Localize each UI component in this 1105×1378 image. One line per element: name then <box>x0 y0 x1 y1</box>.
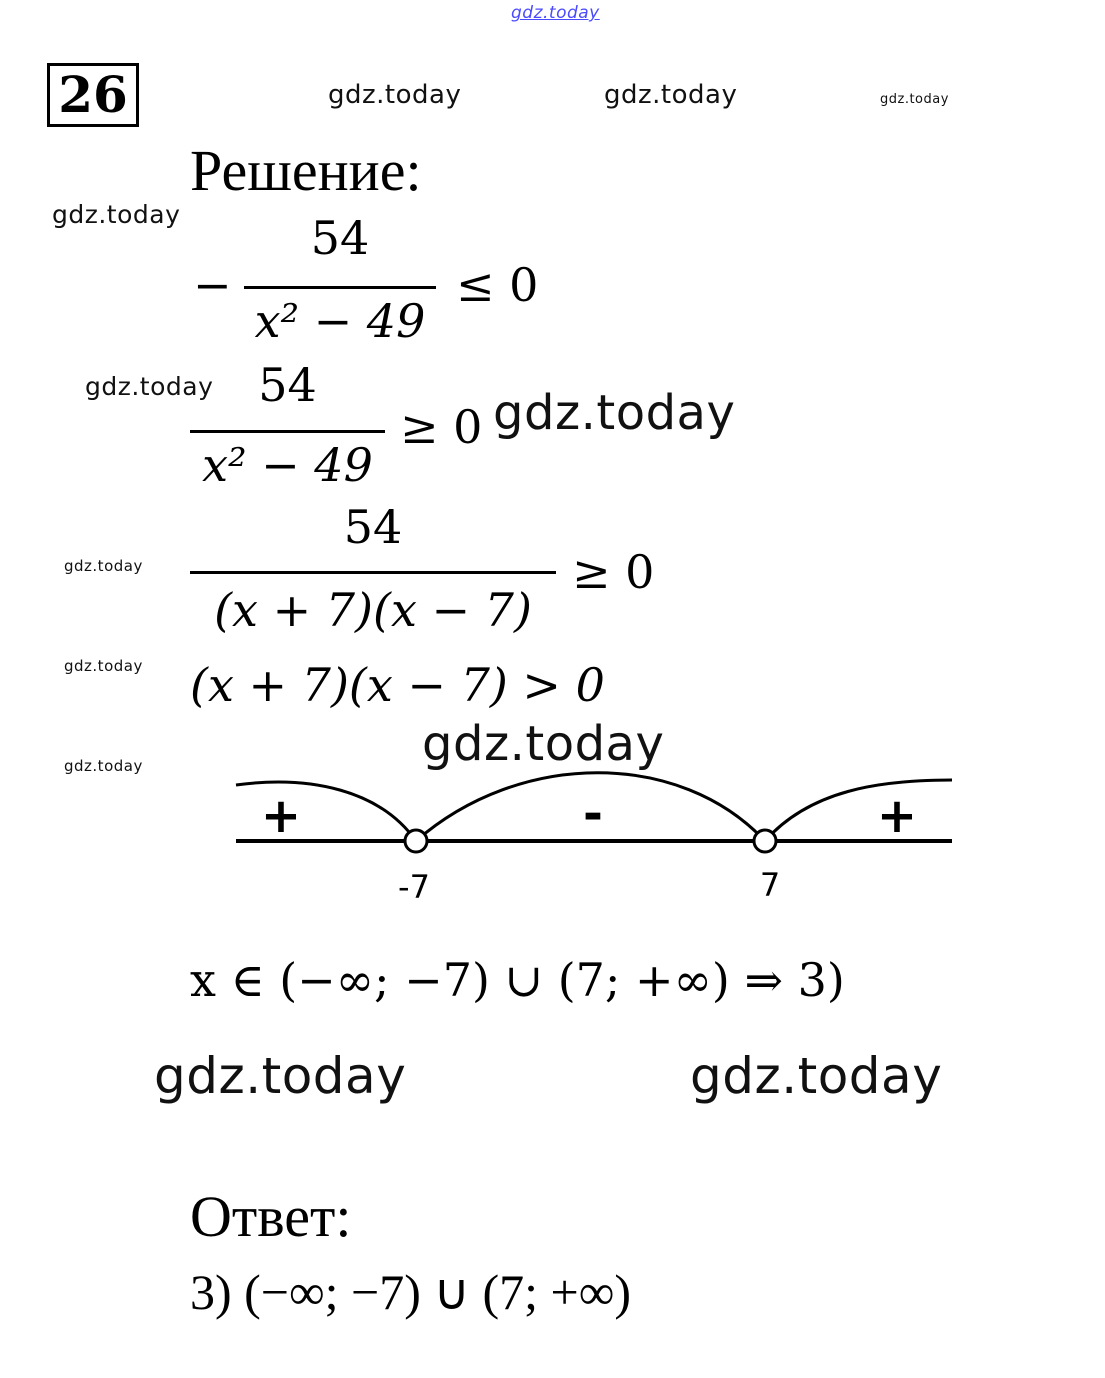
point-label-minus7: -7 <box>398 868 430 906</box>
watermark: gdz.today <box>880 92 949 107</box>
solution-heading: Решение: <box>190 138 422 203</box>
step4-inequality: (x + 7)(x − 7) > 0 <box>190 658 605 712</box>
step2-denominator: x² − 49 <box>202 438 373 492</box>
watermark: gdz.today <box>64 557 143 575</box>
watermark: gdz.today <box>52 200 181 229</box>
result-line: x ∈ (−∞; −7) ∪ (7; +∞) ⇒ 3) <box>190 953 845 1007</box>
step1-numerator: 54 <box>310 211 370 265</box>
step2-relation: ≥ 0 <box>400 400 483 454</box>
answer-heading: Ответ: <box>190 1184 352 1249</box>
watermark: gdz.today <box>64 757 143 775</box>
watermark: gdz.today <box>604 80 738 110</box>
step1-relation: ≤ 0 <box>456 258 539 312</box>
watermark: gdz.today <box>422 716 665 772</box>
sign-plus-right: + <box>876 788 918 844</box>
step1-minus: − <box>193 258 232 312</box>
step3-numerator: 54 <box>343 500 403 554</box>
step3-relation: ≥ 0 <box>572 545 655 599</box>
watermark: gdz.today <box>328 80 462 110</box>
watermark-top: gdz.today <box>511 3 600 23</box>
step1-denominator: x² − 49 <box>254 294 426 348</box>
step3-denominator: (x + 7)(x − 7) <box>214 583 532 637</box>
watermark: gdz.today <box>85 372 214 401</box>
watermark: gdz.today <box>64 657 143 675</box>
point-label-7: 7 <box>759 866 781 904</box>
problem-number-box: 26 <box>47 63 139 127</box>
step2-numerator: 54 <box>258 358 317 412</box>
watermark: gdz.today <box>154 1047 407 1105</box>
sign-plus-left: + <box>260 788 302 844</box>
watermark: gdz.today <box>690 1047 943 1105</box>
sign-minus: - <box>583 786 603 842</box>
answer-value: 3) (−∞; −7) ∪ (7; +∞) <box>190 1264 632 1320</box>
open-point-minus7 <box>405 830 427 852</box>
sign-arc-right <box>765 780 952 841</box>
watermark: gdz.today <box>493 385 736 441</box>
open-point-7 <box>754 830 776 852</box>
